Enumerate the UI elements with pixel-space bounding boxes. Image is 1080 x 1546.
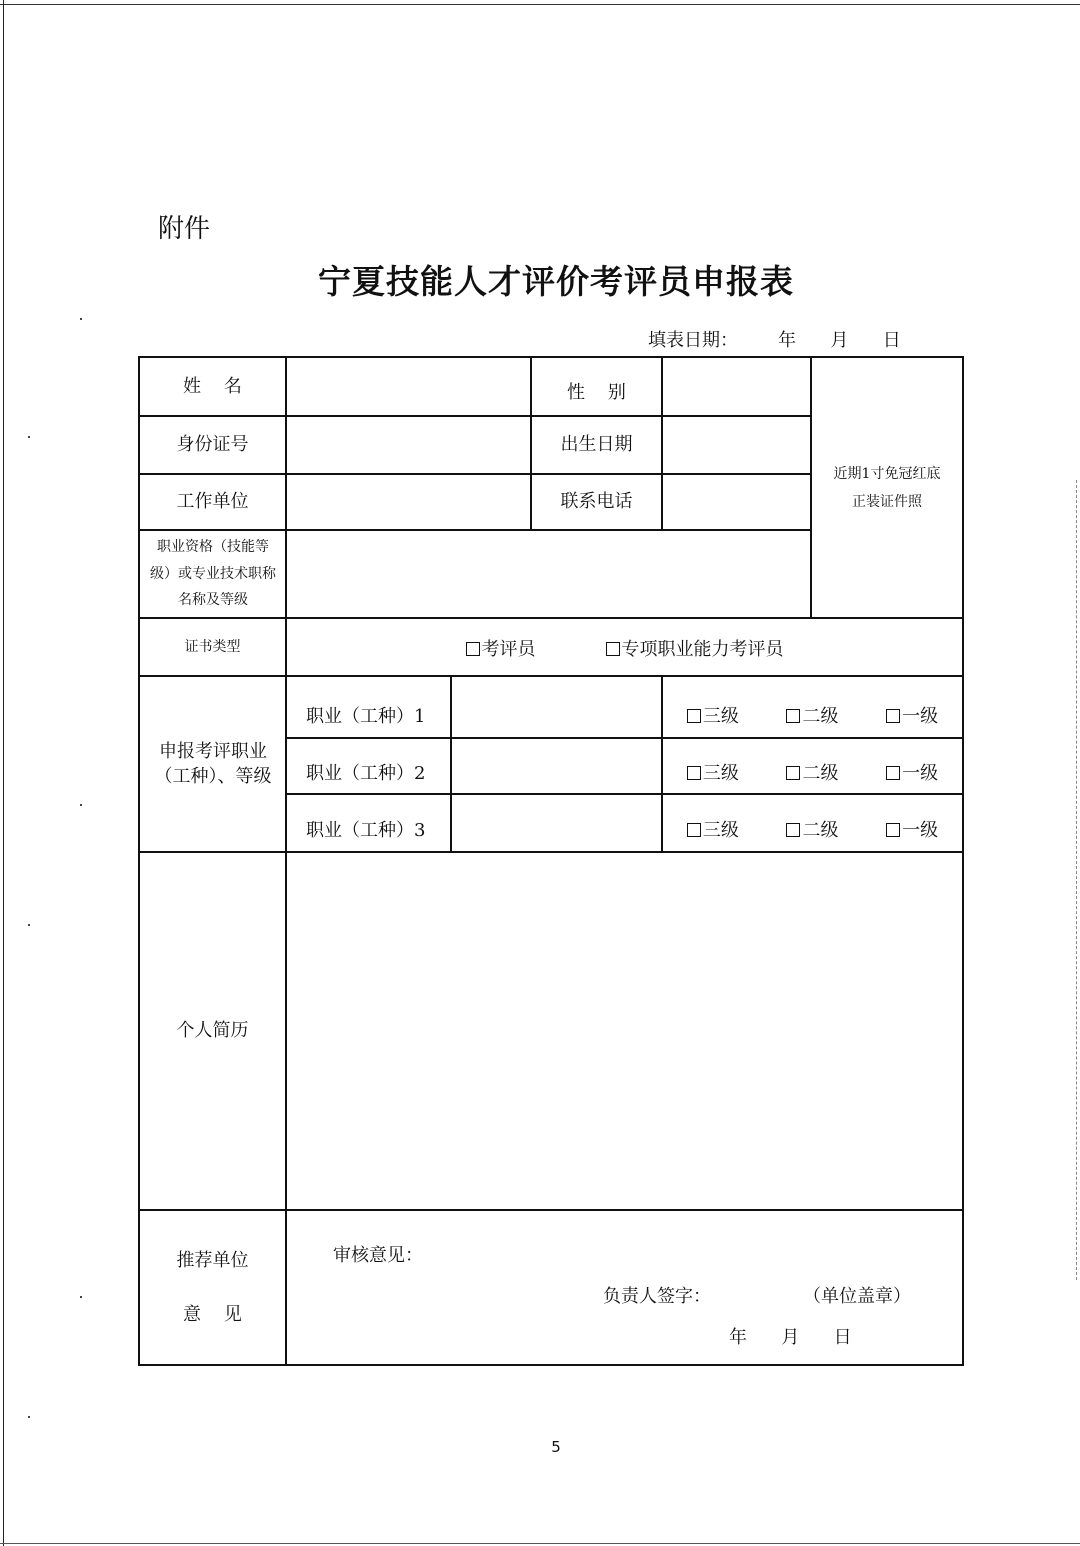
birth-date-label: 出生日期 xyxy=(560,433,633,455)
work-unit-label: 工作单位 xyxy=(176,490,249,512)
gender-input[interactable] xyxy=(663,358,810,415)
name-input[interactable] xyxy=(287,358,530,415)
level-option-2[interactable]: 二级 xyxy=(786,818,838,844)
occupation-1-levels xyxy=(663,689,962,746)
attachment-label: 附件 xyxy=(158,214,211,244)
checkbox[interactable] xyxy=(886,823,900,837)
scan-speck xyxy=(80,318,82,320)
scan-speck xyxy=(28,924,30,926)
level-option-2[interactable]: 二级 xyxy=(786,761,838,787)
qualification-input[interactable] xyxy=(287,531,810,617)
form-border-bottom xyxy=(138,1364,964,1366)
fill-date: 填表日期： 年 月 日 xyxy=(648,330,901,351)
checkbox[interactable] xyxy=(786,766,800,780)
checkbox[interactable] xyxy=(886,766,900,780)
work-unit-input[interactable] xyxy=(287,475,530,529)
scan-speck xyxy=(80,804,82,806)
seal-label: （单位盖章） xyxy=(803,1286,911,1307)
certificate-type-options xyxy=(287,619,962,681)
phone-label: 联系电话 xyxy=(560,490,633,512)
level-option-1[interactable]: 一级 xyxy=(886,818,938,844)
occupation-3-input[interactable] xyxy=(452,795,661,851)
checkbox[interactable] xyxy=(687,709,701,723)
checkbox[interactable] xyxy=(786,823,800,837)
review-date: 年 月 日 xyxy=(729,1327,852,1348)
cert-option-special-examiner[interactable]: 专项职业能力考评员 xyxy=(606,637,784,663)
checkbox[interactable] xyxy=(687,823,701,837)
cert-option-examiner[interactable]: 考评员 xyxy=(466,637,536,663)
occupation-2-label: 职业（工种）2 xyxy=(306,762,426,784)
birth-date-input[interactable] xyxy=(663,417,810,473)
scan-edge-top xyxy=(0,4,1080,5)
apply-occupation-label: 申报考评职业（工种）、等级 xyxy=(154,740,272,787)
scan-edge-left xyxy=(3,0,4,1546)
occupation-1-label: 职业（工种）1 xyxy=(306,706,426,728)
photo-instruction: 正装证件照 xyxy=(852,494,922,510)
scan-edge-right xyxy=(1076,480,1078,1280)
phone-input[interactable] xyxy=(663,475,810,529)
name-label: 姓 名 xyxy=(183,375,242,397)
recommend-label-line2: 意 见 xyxy=(183,1303,242,1325)
checkbox[interactable] xyxy=(466,642,480,656)
occupation-3-label: 职业（工种）3 xyxy=(306,819,426,841)
id-number-label: 身份证号 xyxy=(176,433,249,455)
scan-speck xyxy=(28,1416,30,1418)
checkbox[interactable] xyxy=(687,766,701,780)
level-option-3[interactable]: 三级 xyxy=(687,761,739,787)
form-border-right xyxy=(962,356,964,1366)
scan-edge-bottom xyxy=(0,1543,1080,1544)
occupation-2-input[interactable] xyxy=(452,739,661,793)
checkbox[interactable] xyxy=(886,709,900,723)
checkbox[interactable] xyxy=(606,642,620,656)
resume-label: 个人简历 xyxy=(176,1019,249,1041)
page-title: 宁夏技能人才评价考评员申报表 xyxy=(318,262,794,301)
level-option-3[interactable]: 三级 xyxy=(687,818,739,844)
resume-input[interactable] xyxy=(287,853,962,1209)
gender-label: 性 别 xyxy=(567,381,626,403)
occupation-1-input[interactable] xyxy=(452,677,661,737)
qualification-label: 职业资格（技能等级）或专业技术职称名称及等级 xyxy=(150,539,276,609)
level-option-1[interactable]: 一级 xyxy=(886,704,938,730)
recommend-label-line1: 推荐单位 xyxy=(176,1250,249,1272)
photo-instruction: 近期1寸免冠红底 xyxy=(833,466,941,482)
level-option-2[interactable]: 二级 xyxy=(786,704,838,730)
level-option-3[interactable]: 三级 xyxy=(687,704,739,730)
page-number: 5 xyxy=(551,1438,561,1456)
recommend-label xyxy=(140,1211,285,1364)
scan-speck xyxy=(28,436,30,438)
level-option-1[interactable]: 一级 xyxy=(886,761,938,787)
checkbox[interactable] xyxy=(786,709,800,723)
signature-label: 负责人签字： xyxy=(603,1286,711,1307)
review-area[interactable] xyxy=(287,1211,962,1364)
id-number-input[interactable] xyxy=(287,417,530,473)
certificate-type-label: 证书类型 xyxy=(184,639,241,655)
scan-speck xyxy=(80,1296,82,1298)
photo-placeholder[interactable] xyxy=(812,448,962,528)
review-opinion-label: 审核意见： xyxy=(333,1245,423,1266)
